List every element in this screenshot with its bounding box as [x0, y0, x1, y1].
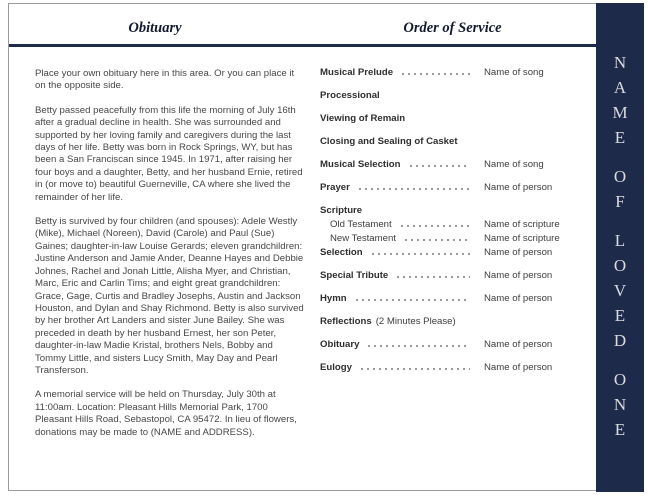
service-item-label: Viewing of Remain: [320, 113, 406, 124]
service-item-value: Name of song: [484, 159, 544, 170]
dotted-leader: [359, 361, 470, 374]
service-item-label: Scripture: [320, 205, 363, 216]
service-item-label: Closing and Sealing of Casket: [320, 136, 458, 147]
service-item-row: [320, 292, 572, 305]
service-item-value: Name of person: [484, 182, 553, 193]
order-of-service-section-title: Order of Service: [403, 20, 502, 36]
obituary-section-title: Obituary: [128, 20, 182, 36]
dotted-leader: [403, 232, 470, 245]
sidebar-letter: O: [613, 167, 627, 186]
service-item-value: Name of scripture: [484, 219, 560, 230]
sidebar-letter: F: [615, 192, 625, 211]
dotted-leader: [357, 181, 470, 194]
obituary-text-block: [35, 68, 304, 451]
sidebar-letter: O: [613, 370, 627, 389]
service-item-row: [320, 246, 572, 259]
obituary-paragraph: A memorial service will be held on Thursday, July 30th at 11:00am. Location: Pleasant Hills Memorial Park, 1700 Pleasant Hills Road, Sebastopol, CA 95472. In lieu of flowers, donations may be made to (NAME and ADDRESS).: [35, 389, 297, 438]
service-item-label: Special Tribute: [320, 270, 389, 281]
service-item-label: Musical Selection: [320, 159, 401, 170]
service-item-row: [320, 66, 572, 79]
sidebar-letter: N: [613, 395, 627, 414]
service-item-row: [320, 218, 572, 231]
service-item-row: [320, 181, 572, 194]
service-item-row: [320, 315, 572, 328]
sidebar-letter: A: [613, 78, 627, 97]
service-item-row: [320, 204, 572, 217]
obituary-paragraph: Place your own obituary here in this area. Or you can place it on the opposite side.: [35, 68, 295, 92]
obituary-paragraph: Betty passed peacefully from this life the morning of July 16th after a gradual decline in health. She was surrounded and supported by her loving family and caregivers during the last days of her life. Betty was born in Rock Springs, WY, but has been a San Franciscan since 1945. In 1971, after raising her four boys and a daughter, Betty, and her husband Ernie, retired in (or move to) beautiful Guerneville, CA where she lived the remainder of her life.: [35, 104, 303, 203]
dotted-leader: [400, 66, 470, 79]
service-item-value: Name of person: [484, 270, 553, 281]
sidebar-letter: L: [614, 231, 626, 250]
sidebar-letter: D: [613, 331, 627, 350]
service-item-value: Name of scripture: [484, 233, 560, 244]
service-item-label: Selection: [320, 247, 363, 258]
service-item-row: [320, 338, 572, 351]
service-item-value: Name of person: [484, 247, 553, 258]
service-item-label: Obituary: [320, 339, 360, 350]
name-of-loved-one-band: [596, 3, 644, 492]
dotted-leader: [366, 338, 470, 351]
service-item-value: Name of person: [484, 339, 553, 350]
header-divider-rule: [9, 44, 597, 47]
service-item-row: [320, 269, 572, 282]
service-item-row: [320, 135, 572, 148]
service-item-value: Name of song: [484, 67, 544, 78]
dotted-leader: [354, 292, 470, 305]
dotted-leader: [408, 158, 470, 171]
service-item-row: [320, 158, 572, 171]
service-item-row: [320, 89, 572, 102]
service-item-label: Old Testament: [330, 219, 392, 230]
service-item-label: Hymn: [320, 293, 347, 304]
service-item-label: Processional: [320, 90, 380, 101]
dotted-leader: [395, 269, 470, 282]
service-item-label: Eulogy: [320, 362, 352, 373]
sidebar-letter: O: [613, 256, 627, 275]
service-item-value: Name of person: [484, 293, 553, 304]
sidebar-letter: N: [613, 53, 627, 72]
sidebar-letter: E: [614, 128, 626, 147]
obituary-paragraph: Betty is survived by four children (and spouses): Adele Westly (Mike), Michael (Noreen), David (Carole) and Paul (Sue) Gaines; daughter-in-law Louise Gerards; eleven grandchildren: Justine Anderson and Jamie Ander, Deanne Hayes and Debbie Johnes, Rachel and Jonah Little, Alisha Myer, and Christian, Marc, Eric and Carlin Tims; and eight great grandchildren: Grace, Gage, Curtis and Bradley Josephs, Austin and Jackson Houston, and Dylan and Shay Richmond. Betty is also survived by her brother Art Landers and sister June Bailey. She was preceded in death by her husband Ernest, her son Peter, daughter-in-law Madie Kristal, brothers Nels, Bobby and Tommy Little, and sisters Lucy Smith, May Day and Pearl Transferson.: [35, 216, 304, 376]
sidebar-letter: E: [614, 420, 626, 439]
service-item-label: Prayer: [320, 182, 350, 193]
service-item-note: (2 Minutes Please): [375, 316, 456, 327]
service-item-label: New Testament: [330, 233, 396, 244]
service-item-row: [320, 361, 572, 374]
order-of-service-list: [320, 66, 572, 384]
dotted-leader: [399, 218, 470, 231]
service-item-label: Reflections: [320, 316, 372, 327]
sidebar-letter: M: [612, 103, 628, 122]
sidebar-letter: V: [613, 281, 627, 300]
service-item-value: Name of person: [484, 362, 553, 373]
sidebar-letter: E: [614, 306, 626, 325]
service-item-row: [320, 112, 572, 125]
dotted-leader: [370, 246, 470, 259]
service-item-row: [320, 232, 572, 245]
service-item-label: Musical Prelude: [320, 67, 394, 78]
